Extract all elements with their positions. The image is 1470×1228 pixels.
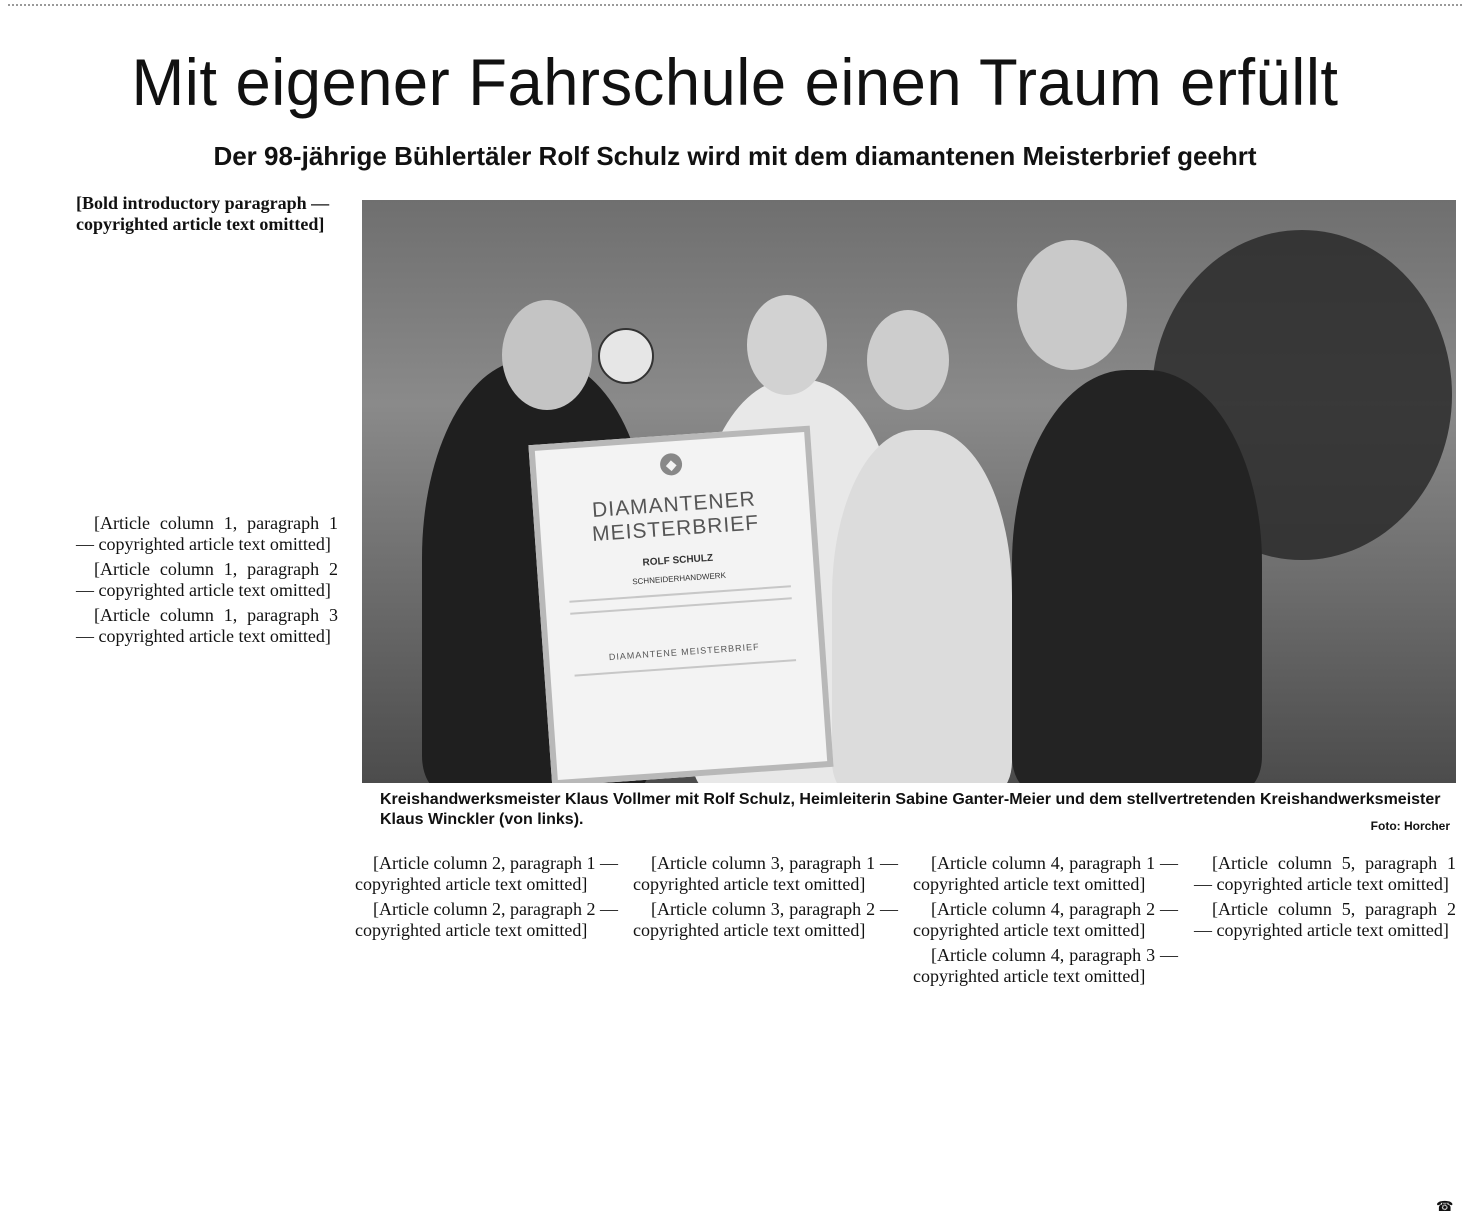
article-column-4	[913, 853, 1178, 991]
paragraph: [Article column 5, paragraph 1 — copyrighted article text omitted]	[1194, 853, 1456, 894]
lead-paragraph: [Bold introductory paragraph — copyrighted article text omitted]	[76, 193, 330, 234]
paragraph: [Article column 5, paragraph 2 — copyrighted article text omitted]	[1194, 899, 1456, 940]
paragraph: [Article column 4, paragraph 3 — copyrighted article text omitted]	[913, 945, 1178, 986]
face	[867, 310, 949, 410]
article-column-3	[633, 853, 898, 945]
news-photo	[362, 200, 1456, 783]
article-column-2	[355, 853, 618, 945]
person-sabine-ganter-meier	[832, 430, 1012, 783]
certificate	[528, 426, 833, 783]
person-klaus-winckler	[1012, 370, 1262, 783]
paragraph: [Article column 2, paragraph 1 — copyrighted article text omitted]	[355, 853, 618, 894]
face	[502, 300, 592, 410]
certificate-name: ROLF SCHULZ	[642, 552, 714, 569]
paragraph: [Article column 4, paragraph 1 — copyrighted article text omitted]	[913, 853, 1178, 894]
certificate-title: DIAMANTENER MEISTERBRIEF	[591, 487, 760, 546]
certificate-subtitle: DIAMANTENE MEISTERBRIEF	[608, 641, 760, 663]
paragraph: [Article column 1, paragraph 2 — copyrighted article text omitted]	[76, 559, 338, 600]
paragraph: [Article column 1, paragraph 1 — copyrighted article text omitted]	[76, 513, 338, 554]
top-dotted-rule	[8, 4, 1462, 6]
certificate-trade: SCHNEIDERHANDWERK	[631, 570, 727, 587]
paragraph: [Article column 1, paragraph 3 — copyrighted article text omitted]	[76, 605, 338, 646]
article-column-1	[76, 513, 338, 651]
paragraph: [Article column 3, paragraph 2 — copyrighted article text omitted]	[633, 899, 898, 940]
wall-clock	[598, 328, 654, 384]
article-column-5	[1194, 853, 1456, 945]
subheadline: Der 98-jährige Bühlertäler Rolf Schulz wird mit dem diamantenen Meisterbrief geehrt	[213, 141, 1257, 171]
photo-caption: Kreishandwerksmeister Klaus Vollmer mit Rolf Schulz, Heimleiterin Sabine Ganter-Meier und dem stellvertretenden Kreishandwerksmeister Klaus Winckler (von links).	[380, 791, 1441, 828]
paragraph: [Article column 2, paragraph 2 — copyrighted article text omitted]	[355, 899, 618, 940]
telephone-icon: ☎	[1436, 1199, 1454, 1215]
paragraph: [Article column 4, paragraph 2 — copyrighted article text omitted]	[913, 899, 1178, 940]
certificate-emblem-icon: ◆	[659, 453, 682, 476]
face	[1017, 240, 1127, 370]
headline: Mit eigener Fahrschule einen Traum erfüllt	[131, 45, 1339, 119]
face	[747, 295, 827, 395]
paragraph: [Article column 3, paragraph 1 — copyrighted article text omitted]	[633, 853, 898, 894]
photo-credit: Foto: Horcher	[1370, 819, 1450, 833]
